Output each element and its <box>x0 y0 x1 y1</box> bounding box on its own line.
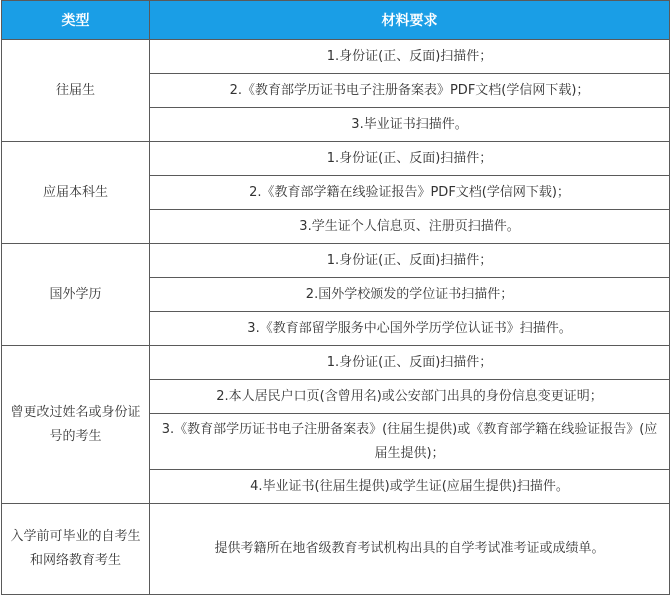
category-cell: 入学前可毕业的自考生和网络教育考生 <box>2 504 150 595</box>
requirement-cell: 2.《教育部学历证书电子注册备案表》PDF文档(学信网下载)； <box>150 74 670 108</box>
table-row <box>2 504 670 595</box>
requirement-cell: 3.《教育部学历证书电子注册备案表》(往届生提供)或《教育部学籍在线验证报告》(应届生提供)； <box>150 414 670 470</box>
requirement-cell: 3.学生证个人信息页、注册页扫描件。 <box>150 210 670 244</box>
header-row <box>2 1 670 40</box>
requirement-cell: 1.身份证(正、反面)扫描件； <box>150 142 670 176</box>
materials-table <box>1 0 670 595</box>
header-type: 类型 <box>2 1 150 40</box>
header-materials: 材料要求 <box>150 1 670 40</box>
table-row <box>2 142 670 176</box>
requirement-cell: 2.《教育部学籍在线验证报告》PDF文档(学信网下载)； <box>150 176 670 210</box>
requirement-cell: 3.毕业证书扫描件。 <box>150 108 670 142</box>
table-row <box>2 346 670 380</box>
category-cell: 国外学历 <box>2 244 150 346</box>
requirement-cell: 2.国外学校颁发的学位证书扫描件； <box>150 278 670 312</box>
requirement-cell: 4.毕业证书(往届生提供)或学生证(应届生提供)扫描件。 <box>150 470 670 504</box>
requirement-cell: 2.本人居民户口页(含曾用名)或公安部门出具的身份信息变更证明； <box>150 380 670 414</box>
table-row <box>2 40 670 74</box>
requirement-cell: 1.身份证(正、反面)扫描件； <box>150 40 670 74</box>
table-row <box>2 244 670 278</box>
category-cell: 往届生 <box>2 40 150 142</box>
requirement-cell: 提供考籍所在地省级教育考试机构出具的自学考试准考证或成绩单。 <box>150 504 670 595</box>
requirement-cell: 1.身份证(正、反面)扫描件； <box>150 346 670 380</box>
category-cell: 应届本科生 <box>2 142 150 244</box>
category-cell: 曾更改过姓名或身份证号的考生 <box>2 346 150 504</box>
requirement-cell: 1.身份证(正、反面)扫描件； <box>150 244 670 278</box>
requirement-cell: 3.《教育部留学服务中心国外学历学位认证书》扫描件。 <box>150 312 670 346</box>
